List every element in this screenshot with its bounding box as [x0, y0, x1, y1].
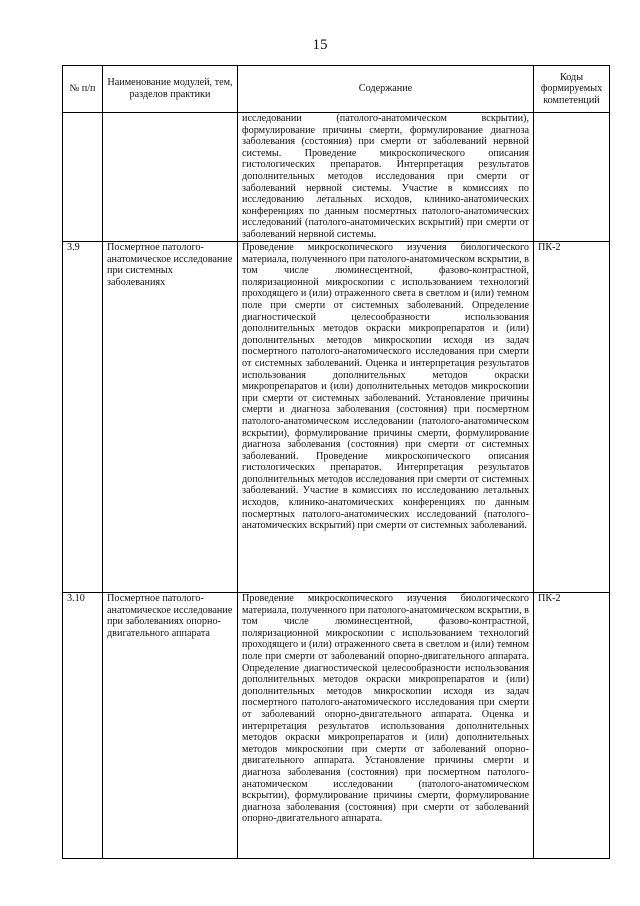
table-header-row: [63, 66, 610, 113]
row-topic: Посмертное патолого-анатомическое исследование при системных заболеваниях: [103, 242, 238, 593]
row-content: Проведение микроскопического изучения биологического материала, полученного при патолого-анатомическом вскрытии, в том числе люминесцентной, фазово-контрастной, поляризационной микроскопии с использованием технологий проходящего и (или) отраженного света в светлом и (или) темном поле при смерти от системных заболеваний. Определение диагностической целесообразности использования дополнительных методов окраски микропрепаратов и (или) дополнительных методов микроскопии исходя из задач посмертного патолого-анатомического исследования при смерти от системных заболеваний. Оценка и интерпретация результатов использования дополнительных методов окраски микропрепаратов и (или) дополнительных методов микроскопии при смерти от системных заболеваний. Установление причины смерти и диагноза заболевания (состояния) при посмертном патолого-анатомическом исследовании (патолого-анатомическом вскрытии), формулирование причины смерти, формулирование диагноза заболевания (состояния) при смерти от системных заболеваний. Проведение микроскопического описания гистологических препаратов. Интерпретация результатов дополнительных методов исследования при смерти от системных заболеваний. Участие в комиссиях по исследованию летальных исходов, клинико-анатомических конференциях по данным посмертных патолого-анатомических исследований (патолого-анатомических вскрытий) при смерти от системных заболеваний.: [238, 242, 534, 593]
row-topic: Посмертное патолого-анатомическое исследование при заболеваниях опорно-двигательного аппарата: [103, 593, 238, 859]
row-number: 3.10: [63, 593, 103, 859]
row-competence-code: ПК-2: [534, 242, 610, 593]
header-competence-codes: Коды формируемых компетенций: [534, 66, 610, 113]
table-row: [63, 242, 610, 593]
row-competence-code: ПК-2: [534, 593, 610, 859]
header-content: Содержание: [238, 66, 534, 113]
row-topic: [103, 113, 238, 242]
header-module-name: Наименование модулей, тем, разделов практики: [103, 66, 238, 113]
row-number: [63, 113, 103, 242]
row-competence-code: [534, 113, 610, 242]
row-number: 3.9: [63, 242, 103, 593]
table-row: [63, 593, 610, 859]
header-number: № п/п: [63, 66, 103, 113]
curriculum-table: [62, 65, 610, 859]
row-content: исследовании (патолого-анатомическом вскрытии), формулирование причины смерти, формулирование диагноза заболевания (состояния) при смерти от заболеваний нервной системы. Проведение микроскопического описания гистологических препаратов. Интерпретация результатов дополнительных методов исследования при смерти от заболеваний нервной системы. Участие в комиссиях по исследованию летальных исходов, клинико-анатомических конференциях по данным посмертных патолого-анатомических исследований (патолого-анатомических вскрытий) при смерти от заболеваний нервной системы.: [238, 113, 534, 242]
page-number: 15: [312, 37, 328, 53]
row-content: Проведение микроскопического изучения биологического материала, полученного при патолого-анатомическом вскрытии, в том числе люминесцентной, фазово-контрастной, поляризационной микроскопии с использованием технологий проходящего и (или) отраженного света в светлом и (или) темном поле при смерти от заболеваний опорно-двигательного аппарата. Определение диагностической целесообразности использования дополнительных методов окраски микропрепаратов и (или) дополнительных методов микроскопии исходя из задач посмертного патолого-анатомического исследования при смерти от заболеваний опорно-двигательного аппарата. Оценка и интерпретация результатов использования дополнительных методов окраски микропрепаратов и (или) дополнительных методов микроскопии при смерти от заболеваний опорно-двигательного аппарата. Установление причины смерти и диагноза заболевания (состояния) при посмертном патолого-анатомическом исследовании (патолого-анатомическом вскрытии), формулирование причины смерти, формулирование диагноза заболевания (состояния) при смерти от заболеваний опорно-двигательного аппарата.: [238, 593, 534, 859]
table-row: [63, 113, 610, 242]
